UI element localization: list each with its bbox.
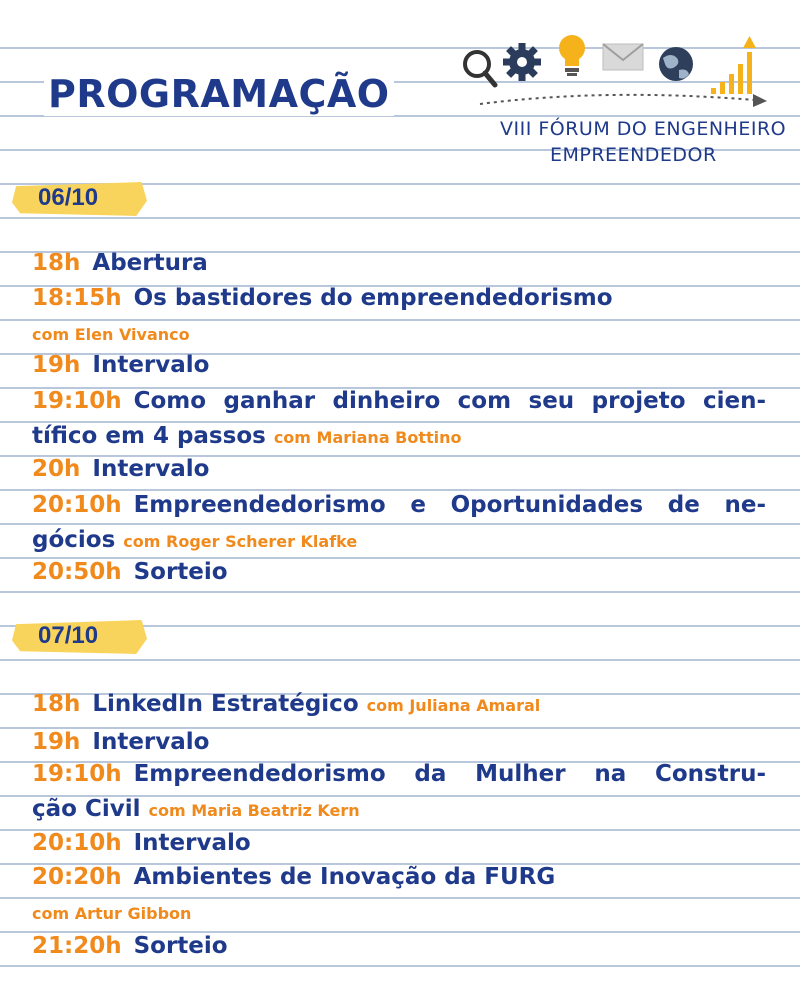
schedule-item	[32, 250, 208, 276]
item-title: Empreendedorismo da Mulher na Constru-	[133, 761, 766, 787]
logo-icons	[455, 30, 785, 130]
schedule-item	[32, 492, 766, 518]
schedule-item-continued	[32, 423, 462, 449]
magnifier-icon	[465, 52, 495, 85]
schedule-item	[32, 559, 228, 585]
event-logo	[455, 30, 785, 170]
page-title: PROGRAMAÇÃO	[44, 72, 394, 116]
logo-title-line1: VIII FÓRUM DO ENGENHEIRO	[500, 118, 787, 140]
schedule-item	[32, 729, 209, 755]
item-speaker: com Elen Vivanco	[32, 325, 190, 344]
item-time: 20:20h	[32, 864, 122, 890]
item-time: 20:10h	[32, 492, 122, 518]
growth-bars-icon	[711, 36, 756, 94]
item-title: Abertura	[92, 250, 208, 276]
item-speaker: com Mariana Bottino	[273, 428, 462, 447]
item-time: 19h	[32, 729, 81, 755]
item-time: 20h	[32, 456, 81, 482]
item-title: Intervalo	[133, 830, 251, 856]
item-speaker: com Juliana Amaral	[366, 696, 541, 715]
item-speaker: com Maria Beatriz Kern	[148, 801, 360, 820]
item-speaker: com Artur Gibbon	[32, 904, 192, 923]
item-time: 18h	[32, 250, 81, 276]
item-title: Intervalo	[92, 352, 210, 378]
schedule-item-continued	[32, 527, 357, 553]
item-title-cont: gócios	[32, 527, 116, 553]
envelope-icon	[603, 44, 643, 70]
globe-icon	[659, 47, 693, 81]
date-label: 07/10	[38, 622, 99, 649]
item-title: Como ganhar dinheiro com seu projeto cien-	[133, 388, 766, 414]
item-title-cont: ção Civil	[32, 796, 141, 822]
logo-title-line2: EMPREENDEDOR	[550, 144, 717, 166]
schedule-item	[32, 761, 766, 787]
item-title: Intervalo	[92, 456, 210, 482]
item-time: 19h	[32, 352, 81, 378]
date-label: 06/10	[38, 184, 99, 211]
schedule-item	[32, 864, 555, 890]
item-title: LinkedIn Estratégico	[92, 691, 359, 717]
schedule-item	[32, 352, 209, 378]
schedule-item	[32, 456, 209, 482]
item-time: 20:10h	[32, 830, 122, 856]
item-title: Sorteio	[133, 559, 228, 585]
schedule-item	[32, 933, 228, 959]
schedule-item	[32, 388, 766, 414]
item-title: Os bastidores do empreendedorismo	[133, 285, 613, 311]
item-title: Ambientes de Inovação da FURG	[133, 864, 556, 890]
schedule-item	[32, 691, 540, 717]
item-time: 20:50h	[32, 559, 122, 585]
item-title: Intervalo	[92, 729, 210, 755]
item-time: 19:10h	[32, 761, 122, 787]
item-title: Empreendedorismo e Oportunidades de ne-	[133, 492, 766, 518]
item-time: 21:20h	[32, 933, 122, 959]
item-title: Sorteio	[133, 933, 228, 959]
item-title-cont: tífico em 4 passos	[32, 423, 266, 449]
item-time: 18:15h	[32, 285, 122, 311]
schedule-item-continued	[32, 796, 360, 822]
item-time: 19:10h	[32, 388, 122, 414]
schedule-item	[32, 830, 251, 856]
schedule-item	[32, 285, 613, 311]
gear-icon	[503, 43, 541, 81]
lightbulb-icon	[559, 35, 585, 76]
item-time: 18h	[32, 691, 81, 717]
item-speaker: com Roger Scherer Klafke	[123, 532, 358, 551]
